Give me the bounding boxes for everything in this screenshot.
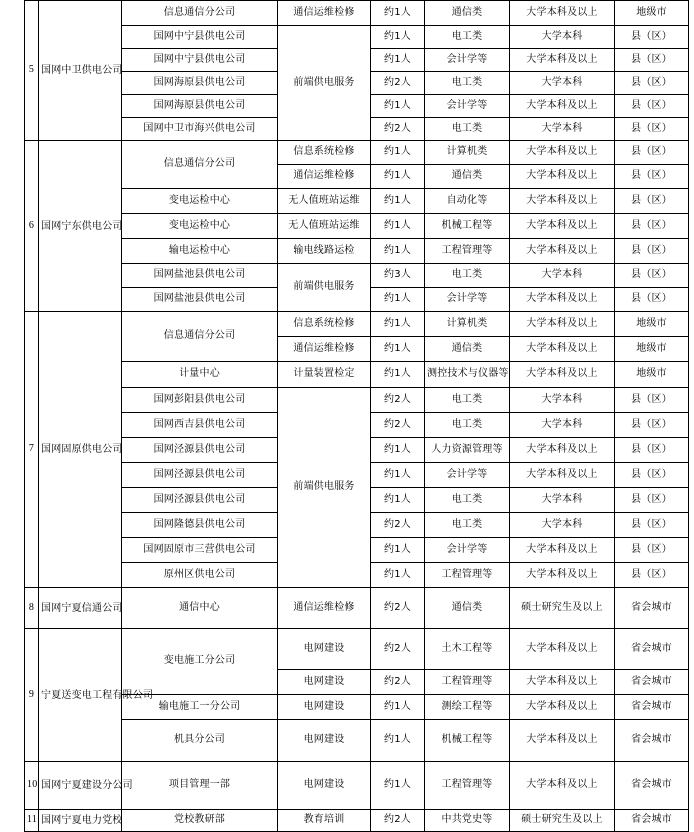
organization-name: 国网中卫供电公司 <box>39 1 122 141</box>
headcount: 约1人 <box>371 337 425 362</box>
department-name: 国网中卫市海兴供电公司 <box>122 118 278 141</box>
organization-name: 国网固原供电公司 <box>39 312 122 588</box>
table-row <box>25 810 689 832</box>
work-location: 县（区） <box>615 563 689 588</box>
post-name: 无人值班站运维 <box>278 189 371 214</box>
headcount: 约1人 <box>371 141 425 165</box>
headcount: 约1人 <box>371 26 425 49</box>
work-location: 县（区） <box>615 388 689 413</box>
row-sequence-number: 6 <box>25 141 39 312</box>
post-name: 电网建设 <box>278 670 371 695</box>
post-name: 信息系统检修 <box>278 141 371 165</box>
department-name: 输电运检中心 <box>122 239 278 264</box>
table-row <box>25 312 689 337</box>
major-required: 测绘工程等 <box>425 695 510 720</box>
department-name: 国网泾源县供电公司 <box>122 438 278 463</box>
headcount: 约1人 <box>371 538 425 563</box>
organization-name: 宁夏送变电工程有限公司 <box>39 629 122 762</box>
post-name: 电网建设 <box>278 695 371 720</box>
department-name: 通信中心 <box>122 588 278 629</box>
work-location: 省会城市 <box>615 670 689 695</box>
work-location: 县（区） <box>615 72 689 95</box>
work-location: 省会城市 <box>615 629 689 670</box>
recruitment-demand-table <box>24 0 689 832</box>
education-required: 大学本科及以上 <box>510 670 615 695</box>
row-sequence-number: 9 <box>25 629 39 762</box>
headcount: 约2人 <box>371 588 425 629</box>
department-name: 原州区供电公司 <box>122 563 278 588</box>
headcount: 约2人 <box>371 118 425 141</box>
table-row <box>25 264 689 288</box>
major-required: 电工类 <box>425 26 510 49</box>
post-name: 电网建设 <box>278 762 371 810</box>
work-location: 县（区） <box>615 118 689 141</box>
education-required: 大学本科 <box>510 413 615 438</box>
major-required: 计算机类 <box>425 312 510 337</box>
work-location: 县（区） <box>615 49 689 72</box>
education-required: 大学本科及以上 <box>510 141 615 165</box>
row-sequence-number: 11 <box>25 810 39 832</box>
headcount: 约1人 <box>371 1 425 26</box>
headcount: 约1人 <box>371 463 425 488</box>
major-required: 中共党史等 <box>425 810 510 832</box>
row-sequence-number: 8 <box>25 588 39 629</box>
department-name: 变电施工分公司 <box>122 629 278 695</box>
post-name: 无人值班站运维 <box>278 214 371 239</box>
row-sequence-number: 7 <box>25 312 39 588</box>
major-required: 土木工程等 <box>425 629 510 670</box>
department-name: 国网中宁县供电公司 <box>122 26 278 49</box>
headcount: 约1人 <box>371 438 425 463</box>
education-required: 大学本科及以上 <box>510 538 615 563</box>
work-location: 地级市 <box>615 362 689 388</box>
headcount: 约1人 <box>371 488 425 513</box>
organization-name: 国网宁夏信通公司 <box>39 588 122 629</box>
department-name: 国网海原县供电公司 <box>122 95 278 118</box>
headcount: 约1人 <box>371 214 425 239</box>
post-name: 前端供电服务 <box>278 264 371 312</box>
work-location: 县（区） <box>615 488 689 513</box>
major-required: 计算机类 <box>425 141 510 165</box>
headcount: 约2人 <box>371 388 425 413</box>
education-required: 大学本科 <box>510 488 615 513</box>
table-body <box>25 1 689 832</box>
work-location: 省会城市 <box>615 695 689 720</box>
major-required: 会计学等 <box>425 49 510 72</box>
table-row <box>25 362 689 388</box>
headcount: 约2人 <box>371 513 425 538</box>
post-name: 前端供电服务 <box>278 26 371 141</box>
work-location: 县（区） <box>615 538 689 563</box>
work-location: 县（区） <box>615 288 689 312</box>
work-location: 县（区） <box>615 463 689 488</box>
department-name: 计量中心 <box>122 362 278 388</box>
education-required: 大学本科及以上 <box>510 362 615 388</box>
organization-name: 国网宁东供电公司 <box>39 141 122 312</box>
department-name: 国网泾源县供电公司 <box>122 488 278 513</box>
headcount: 约1人 <box>371 720 425 762</box>
table-row <box>25 189 689 214</box>
major-required: 电工类 <box>425 264 510 288</box>
work-location: 县（区） <box>615 239 689 264</box>
work-location: 省会城市 <box>615 588 689 629</box>
department-name: 国网彭阳县供电公司 <box>122 388 278 413</box>
education-required: 大学本科 <box>510 388 615 413</box>
major-required: 电工类 <box>425 388 510 413</box>
major-required: 通信类 <box>425 1 510 26</box>
table-row <box>25 762 689 810</box>
headcount: 约1人 <box>371 49 425 72</box>
department-name: 信息通信分公司 <box>122 141 278 189</box>
headcount: 约1人 <box>371 189 425 214</box>
post-name: 电网建设 <box>278 720 371 762</box>
education-required: 硕士研究生及以上 <box>510 810 615 832</box>
table-row <box>25 26 689 49</box>
major-required: 工程管理等 <box>425 239 510 264</box>
major-required: 机械工程等 <box>425 720 510 762</box>
education-required: 大学本科及以上 <box>510 49 615 72</box>
department-name: 变电运检中心 <box>122 189 278 214</box>
department-name: 变电运检中心 <box>122 214 278 239</box>
major-required: 通信类 <box>425 165 510 189</box>
headcount: 约1人 <box>371 165 425 189</box>
major-required: 机械工程等 <box>425 214 510 239</box>
post-name: 通信运维检修 <box>278 588 371 629</box>
education-required: 硕士研究生及以上 <box>510 588 615 629</box>
education-required: 大学本科 <box>510 118 615 141</box>
work-location: 地级市 <box>615 337 689 362</box>
headcount: 约2人 <box>371 670 425 695</box>
education-required: 大学本科及以上 <box>510 189 615 214</box>
major-required: 会计学等 <box>425 95 510 118</box>
department-name: 项目管理一部 <box>122 762 278 810</box>
work-location: 省会城市 <box>615 720 689 762</box>
row-sequence-number: 10 <box>25 762 39 810</box>
education-required: 大学本科及以上 <box>510 438 615 463</box>
education-required: 大学本科 <box>510 26 615 49</box>
headcount: 约1人 <box>371 563 425 588</box>
education-required: 大学本科及以上 <box>510 720 615 762</box>
major-required: 测控技术与仪器等 <box>425 362 510 388</box>
work-location: 县（区） <box>615 189 689 214</box>
major-required: 工程管理等 <box>425 563 510 588</box>
department-name: 国网泾源县供电公司 <box>122 463 278 488</box>
headcount: 约2人 <box>371 629 425 670</box>
major-required: 通信类 <box>425 337 510 362</box>
work-location: 省会城市 <box>615 810 689 832</box>
table-row <box>25 388 689 413</box>
headcount: 约1人 <box>371 762 425 810</box>
headcount: 约1人 <box>371 312 425 337</box>
major-required: 会计学等 <box>425 463 510 488</box>
post-name: 电网建设 <box>278 629 371 670</box>
headcount: 约2人 <box>371 72 425 95</box>
work-location: 地级市 <box>615 312 689 337</box>
work-location: 县（区） <box>615 26 689 49</box>
department-name: 国网西吉县供电公司 <box>122 413 278 438</box>
department-name: 国网盐池县供电公司 <box>122 288 278 312</box>
major-required: 人力资源管理等 <box>425 438 510 463</box>
headcount: 约2人 <box>371 413 425 438</box>
department-name: 国网隆德县供电公司 <box>122 513 278 538</box>
major-required: 电工类 <box>425 488 510 513</box>
education-required: 大学本科及以上 <box>510 214 615 239</box>
headcount: 约1人 <box>371 362 425 388</box>
headcount: 约1人 <box>371 288 425 312</box>
headcount: 约1人 <box>371 695 425 720</box>
major-required: 会计学等 <box>425 288 510 312</box>
major-required: 会计学等 <box>425 538 510 563</box>
major-required: 自动化等 <box>425 189 510 214</box>
education-required: 大学本科及以上 <box>510 629 615 670</box>
organization-name: 国网宁夏电力党校 <box>39 810 122 832</box>
work-location: 县（区） <box>615 413 689 438</box>
education-required: 大学本科及以上 <box>510 1 615 26</box>
education-required: 大学本科及以上 <box>510 563 615 588</box>
post-name: 教育培训 <box>278 810 371 832</box>
education-required: 大学本科 <box>510 264 615 288</box>
work-location: 县（区） <box>615 264 689 288</box>
work-location: 县（区） <box>615 95 689 118</box>
education-required: 大学本科及以上 <box>510 95 615 118</box>
table-row <box>25 629 689 670</box>
table-row <box>25 588 689 629</box>
post-name: 信息系统检修 <box>278 312 371 337</box>
work-location: 地级市 <box>615 1 689 26</box>
education-required: 大学本科 <box>510 513 615 538</box>
department-name: 信息通信分公司 <box>122 312 278 362</box>
headcount: 约2人 <box>371 810 425 832</box>
work-location: 县（区） <box>615 438 689 463</box>
work-location: 县（区） <box>615 214 689 239</box>
major-required: 通信类 <box>425 588 510 629</box>
education-required: 大学本科及以上 <box>510 165 615 189</box>
major-required: 电工类 <box>425 118 510 141</box>
department-name: 党校教研部 <box>122 810 278 832</box>
department-name: 国网中宁县供电公司 <box>122 49 278 72</box>
post-name: 输电线路运检 <box>278 239 371 264</box>
row-sequence-number: 5 <box>25 1 39 141</box>
work-location: 省会城市 <box>615 762 689 810</box>
department-name: 机具分公司 <box>122 720 278 762</box>
education-required: 大学本科 <box>510 72 615 95</box>
education-required: 大学本科及以上 <box>510 695 615 720</box>
department-name: 输电施工一分公司 <box>122 695 278 720</box>
education-required: 大学本科及以上 <box>510 337 615 362</box>
education-required: 大学本科及以上 <box>510 239 615 264</box>
education-required: 大学本科及以上 <box>510 463 615 488</box>
work-location: 县（区） <box>615 141 689 165</box>
major-required: 工程管理等 <box>425 762 510 810</box>
major-required: 电工类 <box>425 413 510 438</box>
post-name: 通信运维检修 <box>278 337 371 362</box>
table-row <box>25 214 689 239</box>
post-name: 计量装置检定 <box>278 362 371 388</box>
work-location: 县（区） <box>615 165 689 189</box>
headcount: 约1人 <box>371 95 425 118</box>
headcount: 约1人 <box>371 239 425 264</box>
work-location: 县（区） <box>615 513 689 538</box>
post-name: 通信运维检修 <box>278 1 371 26</box>
organization-name: 国网宁夏建设分公司 <box>39 762 122 810</box>
headcount: 约3人 <box>371 264 425 288</box>
table-row <box>25 239 689 264</box>
table-row <box>25 720 689 762</box>
education-required: 大学本科及以上 <box>510 762 615 810</box>
major-required: 电工类 <box>425 513 510 538</box>
department-name: 国网盐池县供电公司 <box>122 264 278 288</box>
post-name: 通信运维检修 <box>278 165 371 189</box>
department-name: 信息通信分公司 <box>122 1 278 26</box>
education-required: 大学本科及以上 <box>510 312 615 337</box>
major-required: 工程管理等 <box>425 670 510 695</box>
department-name: 国网固原市三营供电公司 <box>122 538 278 563</box>
major-required: 电工类 <box>425 72 510 95</box>
education-required: 大学本科及以上 <box>510 288 615 312</box>
post-name: 前端供电服务 <box>278 388 371 588</box>
department-name: 国网海原县供电公司 <box>122 72 278 95</box>
table-row <box>25 1 689 26</box>
table-row <box>25 141 689 165</box>
